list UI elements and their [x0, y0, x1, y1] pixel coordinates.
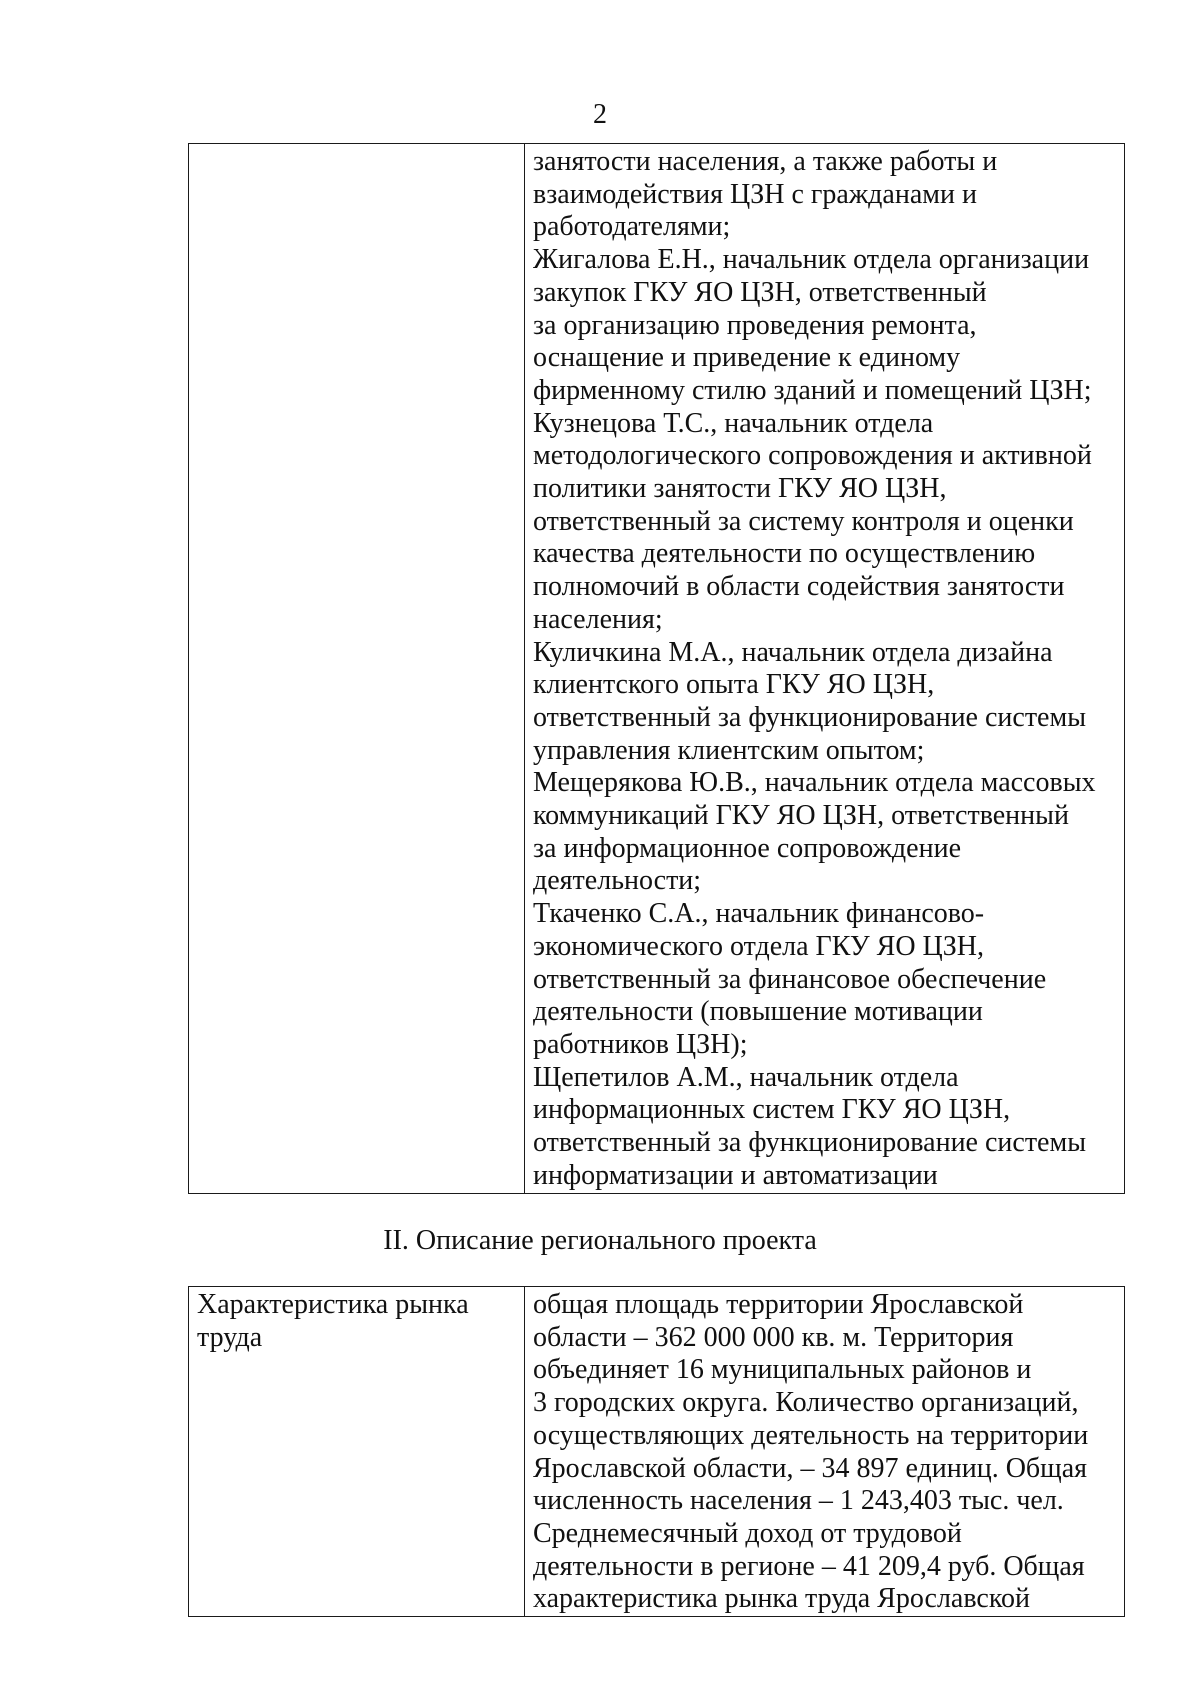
text-line: фирменному стилю зданий и помещений ЦЗН;	[533, 374, 1092, 406]
responsible-persons-table	[188, 143, 1125, 1194]
row-label-cell	[189, 1287, 525, 1617]
text-line: управления клиентским опытом;	[533, 734, 925, 766]
text-line: оснащение и приведение к единому	[533, 342, 961, 374]
responsible-persons-cell	[525, 144, 1125, 1194]
text-line: характеристика рынка труда Ярославской	[533, 1583, 1030, 1615]
row-value-cell	[525, 1287, 1125, 1617]
text-line: осуществляющих деятельность на территории	[533, 1419, 1089, 1451]
text-line: Ткаченко С.А., начальник финансово-	[533, 898, 985, 930]
text-line: Ярославской области, – 34 897 единиц. Общая	[533, 1452, 1088, 1484]
text-line: методологического сопровождения и активной	[533, 440, 1092, 472]
text-line: работников ЦЗН);	[533, 1028, 748, 1060]
text-line: ответственный за систему контроля и оценки	[533, 505, 1074, 537]
text-line: Жигалова Е.Н., начальник отдела организации	[533, 244, 1090, 276]
text-line: деятельности (повышение мотивации	[533, 996, 983, 1028]
text-line: деятельности в регионе – 41 209,4 руб. Общая	[533, 1550, 1085, 1582]
text-line: экономического отдела ГКУ ЯО ЦЗН,	[533, 930, 985, 962]
text-line: занятости населения, а также работы и	[533, 146, 998, 177]
text-line: населения;	[533, 603, 663, 635]
text-line: объединяет 16 муниципальных районов и	[533, 1354, 1032, 1386]
text-line: Кузнецова Т.С., начальник отдела	[533, 407, 934, 439]
text-line: за информационное сопровождение	[533, 832, 961, 864]
text-line: политики занятости ГКУ ЯО ЦЗН,	[533, 473, 947, 505]
text-line: качества деятельности по осуществлению	[533, 538, 1036, 570]
table-row	[189, 144, 1125, 1194]
text-line: информационных систем ГКУ ЯО ЦЗН,	[533, 1094, 1011, 1126]
text-line: ответственный за финансовое обеспечение	[533, 963, 1047, 995]
text-line: полномочий в области содействия занятости	[533, 571, 1065, 603]
text-line: общая площадь территории Ярославской	[533, 1289, 1024, 1320]
text-line: 3 городских округа. Количество организаций,	[533, 1387, 1079, 1419]
text-line: взаимодействия ЦЗН с гражданами и	[533, 178, 977, 210]
text-line: Куличкина М.А., начальник отдела дизайна	[533, 636, 1053, 668]
text-line: закупок ГКУ ЯО ЦЗН, ответственный	[533, 276, 987, 308]
text-line: коммуникаций ГКУ ЯО ЦЗН, ответственный	[533, 800, 1069, 832]
text-line: работодателями;	[533, 211, 731, 243]
table-row	[189, 1287, 1125, 1617]
text-line: Щепетилов А.М., начальник отдела	[533, 1061, 959, 1093]
text-line: Мещерякова Ю.В., начальник отдела массовых	[533, 767, 1096, 799]
text-line: информатизации и автоматизации	[533, 1159, 938, 1191]
project-description-table	[188, 1286, 1125, 1617]
text-line: клиентского опыта ГКУ ЯО ЦЗН,	[533, 669, 935, 701]
text-line: за организацию проведения ремонта,	[533, 309, 977, 341]
text-line: ответственный за функционирование системы	[533, 1127, 1087, 1159]
text-line: Среднемесячный доход от трудовой	[533, 1517, 962, 1549]
text-line: труда	[197, 1321, 263, 1353]
text-line: Характеристика рынка	[197, 1289, 469, 1320]
table-cell-empty	[189, 144, 525, 1194]
text-line: численность населения – 1 243,403 тыс. чел.	[533, 1485, 1064, 1517]
text-line: ответственный за функционирование системы	[533, 701, 1087, 733]
text-line: деятельности;	[533, 865, 702, 897]
text-line: области – 362 000 000 кв. м. Территория	[533, 1321, 1014, 1353]
page-number: 2	[593, 99, 607, 130]
section-heading: II. Описание регионального проекта	[383, 1225, 817, 1256]
